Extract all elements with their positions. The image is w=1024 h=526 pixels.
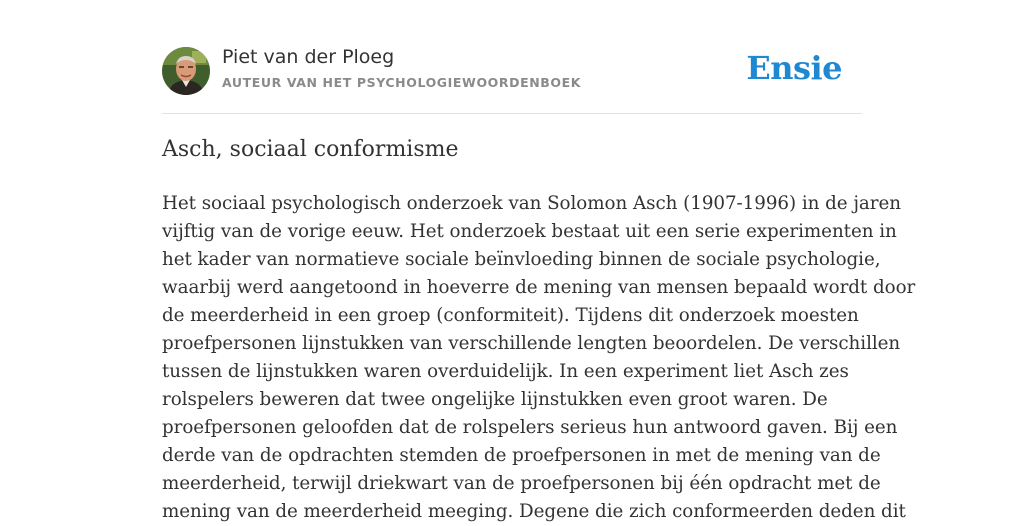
ensie-logo[interactable]: Ensie xyxy=(746,49,842,87)
body-line: mening van de meerderheid meeging. Degene die zich conformeerden deden dit xyxy=(162,501,906,522)
author-photo xyxy=(162,47,210,95)
author-name[interactable]: Piet van der Ploeg xyxy=(222,46,395,68)
header-divider xyxy=(162,113,862,114)
article-header xyxy=(162,44,862,98)
article-title: Asch, sociaal conformisme xyxy=(162,137,459,162)
body-line: de meerderheid in een groep (conformiteit). Tijdens dit onderzoek moesten xyxy=(162,305,859,326)
author-avatar[interactable] xyxy=(162,47,210,95)
body-line: rolspelers beweren dat twee ongelijke lijnstukken even groot waren. De xyxy=(162,389,828,410)
body-line: tussen de lijnstukken waren overduidelijk. In een experiment liet Asch zes xyxy=(162,361,849,382)
body-line: meerderheid, terwijl driekwart van de proefpersonen bij één opdracht met de xyxy=(162,473,881,494)
article-body xyxy=(162,190,916,526)
body-line: proefpersonen lijnstukken van verschillende lengten beoordelen. De verschillen xyxy=(162,333,901,354)
body-line: proefpersonen geloofden dat de rolspelers serieus hun antwoord gaven. Bij een xyxy=(162,417,898,438)
body-line: vijftig van de vorige eeuw. Het onderzoek bestaat uit een serie experimenten in xyxy=(162,221,897,242)
author-role: AUTEUR VAN HET PSYCHOLOGIEWOORDENBOEK xyxy=(222,75,582,90)
body-line: het kader van normatieve sociale beïnvloeding binnen de sociale psychologie, xyxy=(162,249,881,270)
body-line: waarbij werd aangetoond in hoeverre de mening van mensen bepaald wordt door xyxy=(162,277,916,298)
body-line: derde van de opdrachten stemden de proefpersonen in met de mening van de xyxy=(162,445,881,466)
body-line: Het sociaal psychologisch onderzoek van Solomon Asch (1907-1996) in de jaren xyxy=(162,193,901,214)
